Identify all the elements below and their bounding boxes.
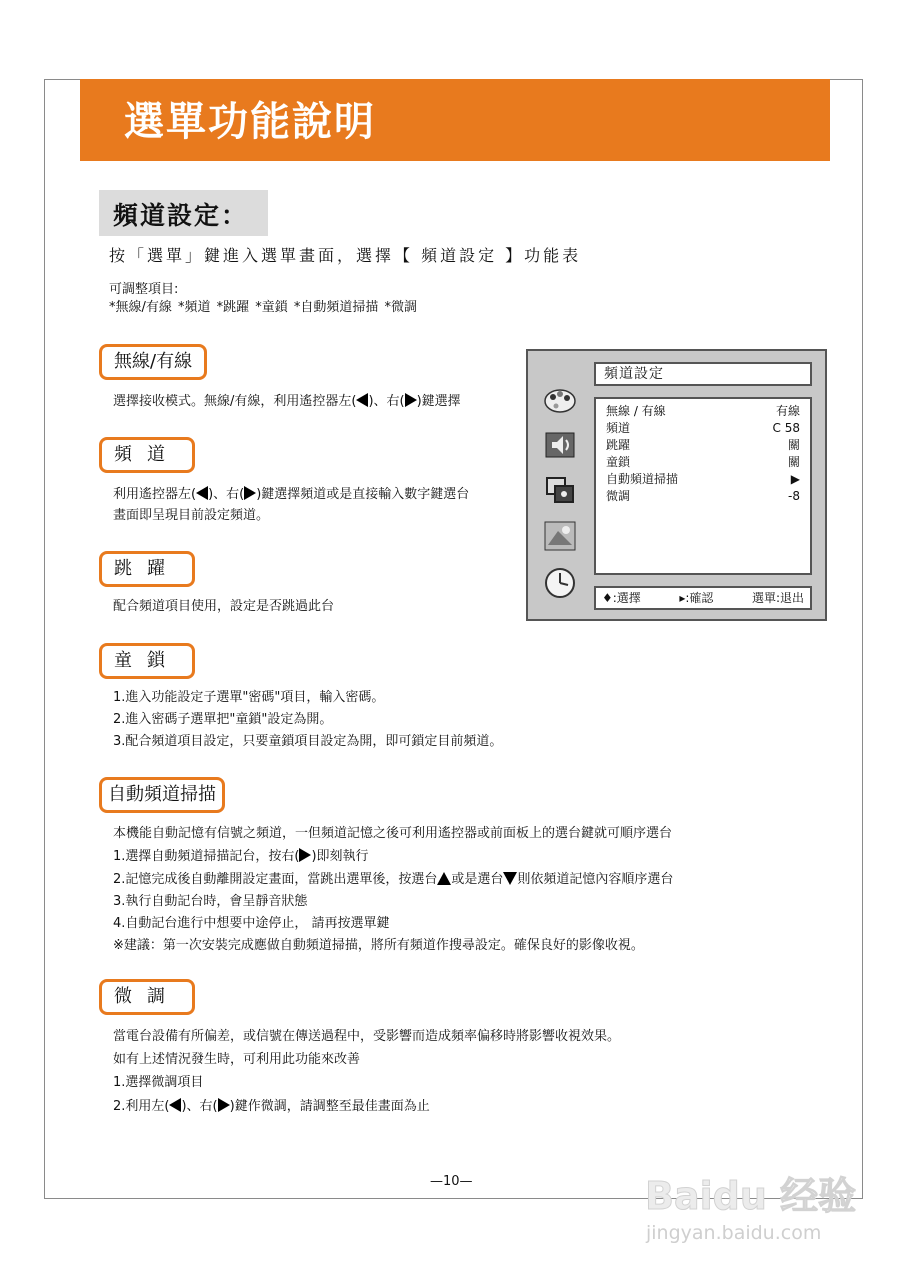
osd-footer-select: ♦:選擇 — [602, 591, 641, 605]
right-arrow-icon — [299, 848, 311, 862]
adjustable-label: 可調整項目: — [109, 282, 179, 297]
channel-desc-line2: 畫面即呈現目前設定頻道。 — [113, 508, 270, 523]
wireless-desc: 選擇接收模式。無線/有線，利用遙控器左( )、右( )鍵選擇 — [113, 394, 461, 409]
down-arrow-icon — [503, 872, 517, 885]
osd-row-childlock: 童鎖 關 — [606, 455, 800, 469]
section-title: 頻道設定： — [99, 190, 268, 236]
left-arrow-icon — [169, 1098, 181, 1112]
osd-footer — [594, 586, 812, 610]
skip-heading: 跳躍 — [99, 551, 195, 587]
finetune-line4: 2.利用左( )、右( )鍵作微調，請調整至最佳畫面為止 — [113, 1099, 430, 1114]
autoscan-heading: 自動頻道掃描 — [99, 777, 225, 813]
watermark-brand: Baidu 经验 — [645, 1174, 857, 1218]
childlock-line2: 2.進入密碼子選單把"童鎖"設定為開。 — [113, 712, 333, 727]
channel-desc-line1: 利用遙控器左( )、右( )鍵選擇頻道或是直接輸入數字鍵選台 — [113, 487, 470, 502]
osd-menu-screenshot — [526, 349, 827, 621]
osd-footer-exit: 選單:退出 — [751, 591, 804, 605]
skip-desc: 配合頻道項目使用，設定是否跳過此台 — [113, 599, 335, 614]
osd-footer-confirm: ▸:確認 — [679, 591, 714, 605]
function-setup-icon — [542, 519, 578, 555]
autoscan-line0: 本機能自動記憶有信號之頻道，一但頻道記憶之後可利用遙控器或前面板上的選台鍵就可順序選台 — [113, 826, 673, 841]
osd-row-wireless: 無線 / 有線 有線 — [606, 404, 800, 418]
right-arrow-icon — [244, 486, 256, 500]
osd-menu-list — [594, 397, 812, 575]
finetune-heading: 微調 — [99, 979, 195, 1015]
left-arrow-icon — [356, 393, 368, 407]
left-arrow-icon — [196, 486, 208, 500]
channel-heading: 頻道 — [99, 437, 195, 473]
picture-palette-icon — [542, 381, 578, 417]
osd-title: 頻道設定 — [594, 362, 812, 386]
wireless-heading: 無線/有線 — [99, 344, 207, 380]
right-arrow-icon — [218, 1098, 230, 1112]
adjustable-items: *無線/有線 *頻道 *跳躍 *童鎖 *自動頻道掃描 *微調 — [109, 300, 418, 315]
sound-speaker-icon — [542, 427, 578, 463]
osd-row-channel: 頻道 C 58 — [606, 421, 800, 435]
clock-icon — [542, 565, 578, 601]
osd-row-autoscan: 自動頻道掃描 ▶ — [606, 472, 800, 486]
channel-setup-icon — [542, 473, 578, 509]
childlock-heading: 童鎖 — [99, 643, 195, 679]
finetune-line1: 當電台設備有所偏差，或信號在傳送過程中，受影響而造成頻率偏移時將影響收視效果。 — [113, 1029, 621, 1044]
osd-row-finetune: 微調 -8 — [606, 489, 800, 503]
finetune-line2: 如有上述情況發生時，可利用此功能來改善 — [113, 1052, 361, 1067]
autoscan-line2: 2.記憶完成後自動離開設定畫面，當跳出選單後，按選台 或是選台 則依頻道記憶內容順序選台 — [113, 872, 674, 887]
up-arrow-icon — [437, 872, 451, 885]
right-arrow-icon — [405, 393, 417, 407]
autoscan-note: ※建議：第一次安裝完成應做自動頻道掃描，將所有頻道作搜尋設定。確保良好的影像收視。 — [113, 938, 644, 953]
childlock-line1: 1.進入功能設定子選單"密碼"項目，輸入密碼。 — [113, 690, 385, 705]
autoscan-line3: 3.執行自動記台時，會呈靜音狀態 — [113, 894, 308, 909]
childlock-line3: 3.配合頻道項目設定，只要童鎖項目設定為開，即可鎖定目前頻道。 — [113, 734, 503, 749]
osd-row-skip: 跳躍 關 — [606, 438, 800, 452]
finetune-line3: 1.選擇微調項目 — [113, 1075, 204, 1090]
intro-text: 按「選單」鍵進入選單畫面，選擇【 頻道設定 】功能表 — [109, 246, 582, 265]
autoscan-line1: 1.選擇自動頻道掃描記台，按右( )即刻執行 — [113, 849, 369, 864]
autoscan-line4: 4.自動記台進行中想要中途停止， 請再按選單鍵 — [113, 916, 390, 931]
page-title: 選單功能說明 — [124, 99, 376, 145]
page-number: —10— — [430, 1174, 473, 1189]
watermark-url: jingyan.baidu.com — [646, 1222, 822, 1244]
